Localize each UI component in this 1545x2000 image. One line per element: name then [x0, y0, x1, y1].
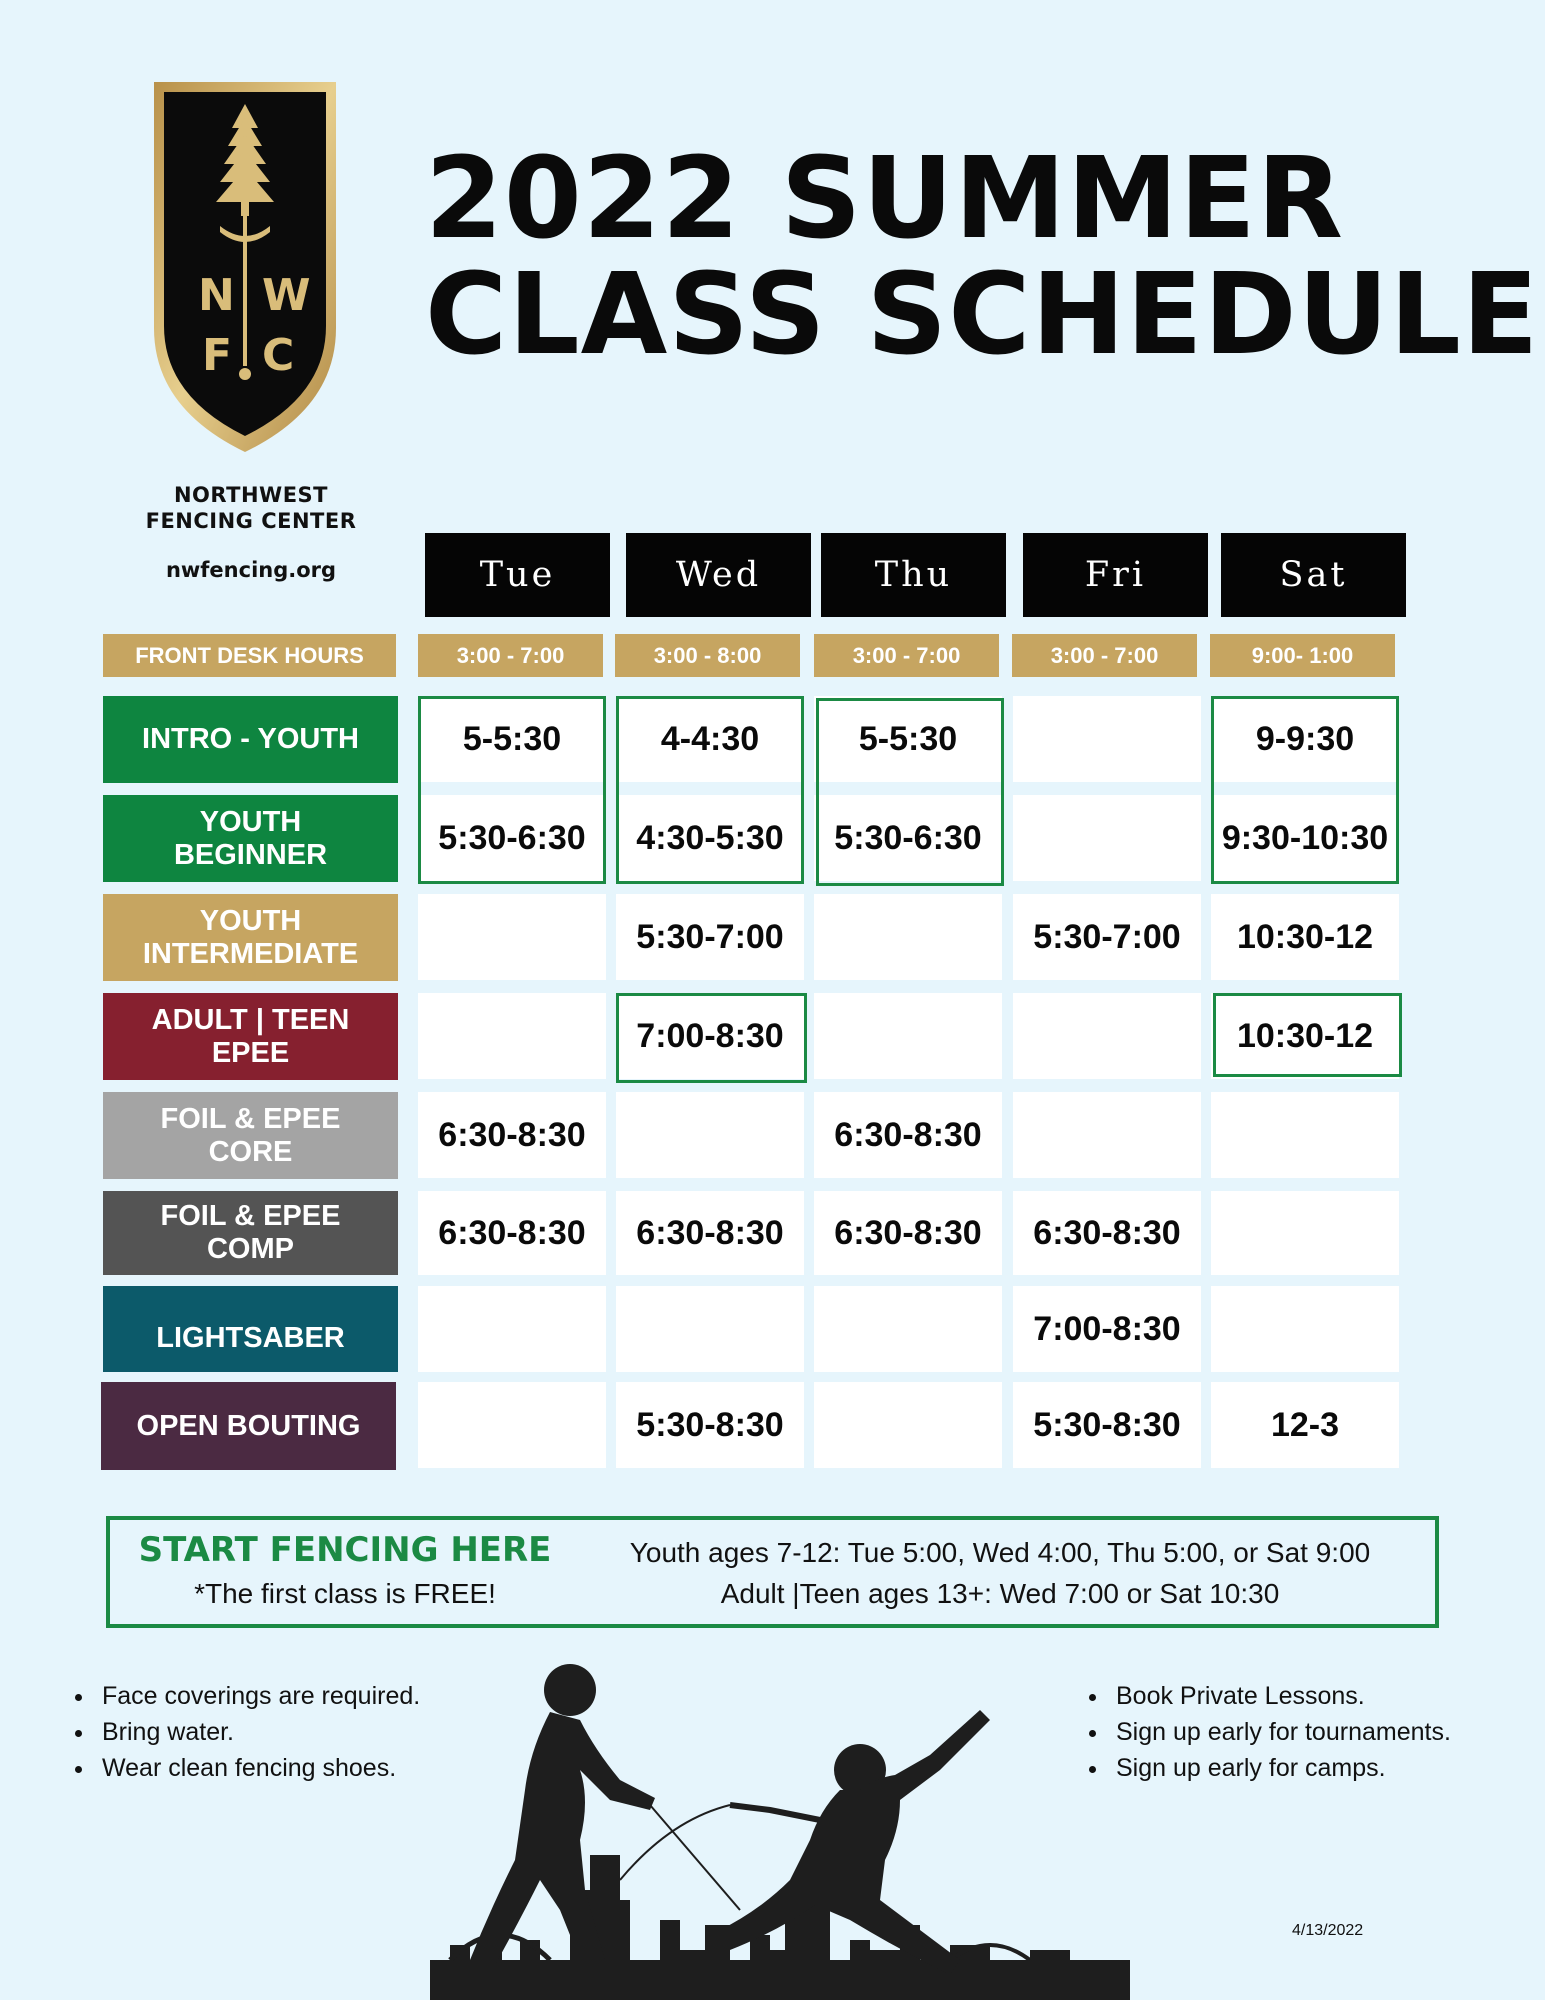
cell-open-bouting-wed: 5:30-8:30	[616, 1382, 804, 1468]
cell-youth-intermediate-tue	[418, 894, 606, 980]
front-desk-hours-wed: 3:00 - 8:00	[615, 634, 800, 677]
cell-adult-teen-epee-sat: 10:30-12	[1211, 993, 1399, 1079]
cell-youth-beginner-fri	[1013, 795, 1201, 881]
cell-foil-epee-comp-tue: 6:30-8:30	[418, 1191, 606, 1275]
cell-intro-youth-fri	[1013, 696, 1201, 782]
cell-lightsaber-fri: 7:00-8:30	[1013, 1286, 1201, 1372]
cell-youth-beginner-sat: 9:30-10:30	[1211, 795, 1399, 881]
logo-letter-n: N	[198, 270, 235, 321]
revision-date: 4/13/2022	[1292, 1922, 1364, 1939]
notes-right	[1080, 1678, 1520, 1786]
cell-youth-beginner-wed: 4:30-5:30	[616, 795, 804, 881]
cell-youth-beginner-thu: 5:30-6:30	[814, 795, 1002, 881]
org-url: nwfencing.org	[165, 558, 337, 582]
front-desk-hours-sat: 9:00- 1:00	[1210, 634, 1395, 677]
cell-foil-epee-comp-sat	[1211, 1191, 1399, 1275]
cell-foil-epee-comp-thu: 6:30-8:30	[814, 1191, 1002, 1275]
logo-letter-f: F	[202, 330, 233, 381]
row-label-open-bouting: OPEN BOUTING	[101, 1382, 396, 1470]
title-line2: CLASS SCHEDULE	[425, 250, 1540, 380]
row-label-intro-youth: INTRO - YOUTH	[103, 696, 398, 783]
adult-start-times: Adult |Teen ages 13+: Wed 7:00 or Sat 10:30	[720, 1578, 1280, 1609]
cell-foil-epee-core-tue: 6:30-8:30	[418, 1092, 606, 1178]
logo-letter-c: C	[262, 330, 295, 381]
note-bring-water: • Bring water.	[96, 1714, 486, 1750]
cell-youth-beginner-tue: 5:30-6:30	[418, 795, 606, 881]
outline-tue-youth	[418, 696, 606, 884]
cell-foil-epee-core-wed	[616, 1092, 804, 1178]
note-camps: • Sign up early for camps.	[1110, 1750, 1520, 1786]
cell-adult-teen-epee-thu	[814, 993, 1002, 1079]
title-line1: 2022 SUMMER	[425, 134, 1344, 264]
note-clean-shoes: • Wear clean fencing shoes.	[96, 1750, 486, 1786]
youth-start-times: Youth ages 7-12: Tue 5:00, Wed 4:00, Thu 5:00, or Sat 9:00	[629, 1537, 1371, 1568]
cell-youth-intermediate-fri: 5:30-7:00	[1013, 894, 1201, 980]
cell-lightsaber-sat	[1211, 1286, 1399, 1372]
cell-adult-teen-epee-fri	[1013, 993, 1201, 1079]
cell-intro-youth-sat: 9-9:30	[1211, 696, 1399, 782]
cell-open-bouting-thu	[814, 1382, 1002, 1468]
front-desk-hours-fri: 3:00 - 7:00	[1012, 634, 1197, 677]
row-label-foil-epee-core: FOIL & EPEE CORE	[103, 1092, 398, 1179]
note-tournaments: • Sign up early for tournaments.	[1110, 1714, 1520, 1750]
front-desk-hours-tue: 3:00 - 7:00	[418, 634, 603, 677]
cell-intro-youth-thu: 5-5:30	[814, 696, 1002, 782]
cell-youth-intermediate-sat: 10:30-12	[1211, 894, 1399, 980]
outline-wed-youth	[616, 696, 804, 884]
cell-intro-youth-tue: 5-5:30	[418, 696, 606, 782]
cell-foil-epee-core-sat	[1211, 1092, 1399, 1178]
outline-thu-youth	[816, 698, 1004, 886]
day-header-tue: Tue	[425, 533, 610, 617]
outline-wed-adult	[616, 993, 807, 1083]
first-class-free-note: *The first class is FREE!	[194, 1578, 496, 1609]
org-name-line2: FENCING CENTER	[145, 509, 357, 533]
day-header-fri: Fri	[1023, 533, 1208, 617]
row-label-youth-beginner: YOUTH BEGINNER	[103, 795, 398, 882]
front-desk-label: FRONT DESK HOURS	[103, 634, 396, 677]
cell-foil-epee-comp-wed: 6:30-8:30	[616, 1191, 804, 1275]
day-header-sat: Sat	[1221, 533, 1406, 617]
cell-open-bouting-fri: 5:30-8:30	[1013, 1382, 1201, 1468]
note-private-lessons: • Book Private Lessons.	[1110, 1678, 1520, 1714]
cell-lightsaber-wed	[616, 1286, 804, 1372]
nwfc-logo	[150, 78, 340, 456]
note-face-coverings: • Face coverings are required.	[96, 1678, 486, 1714]
cell-foil-epee-core-fri	[1013, 1092, 1201, 1178]
logo-letter-w: W	[262, 270, 311, 321]
row-label-youth-intermediate: YOUTH INTERMEDIATE	[103, 894, 398, 981]
day-header-thu: Thu	[821, 533, 1006, 617]
cell-youth-intermediate-wed: 5:30-7:00	[616, 894, 804, 980]
front-desk-hours-thu: 3:00 - 7:00	[814, 634, 999, 677]
outline-sat-adult	[1213, 993, 1402, 1077]
cell-adult-teen-epee-wed: 7:00-8:30	[616, 993, 804, 1079]
cell-foil-epee-comp-fri: 6:30-8:30	[1013, 1191, 1201, 1275]
cell-lightsaber-tue	[418, 1286, 606, 1372]
cell-foil-epee-core-thu: 6:30-8:30	[814, 1092, 1002, 1178]
day-header-wed: Wed	[626, 533, 811, 617]
outline-sat-youth	[1211, 696, 1399, 884]
row-label-adult-teen-epee: ADULT | TEEN EPEE	[103, 993, 398, 1080]
cell-youth-intermediate-thu	[814, 894, 1002, 980]
cell-open-bouting-sat: 12-3	[1211, 1382, 1399, 1468]
start-fencing-title: START FENCING HERE	[138, 1530, 552, 1570]
row-label-lightsaber: LIGHTSABER	[103, 1286, 398, 1372]
cell-open-bouting-tue	[418, 1382, 606, 1468]
row-label-foil-epee-comp: FOIL & EPEE COMP	[103, 1191, 398, 1275]
cell-intro-youth-wed: 4-4:30	[616, 696, 804, 782]
org-name-line1: NORTHWEST	[173, 483, 328, 507]
cell-adult-teen-epee-tue	[418, 993, 606, 1079]
cell-lightsaber-thu	[814, 1286, 1002, 1372]
fencers-skyline-illustration	[430, 1660, 1130, 2000]
notes-left	[66, 1678, 486, 1786]
